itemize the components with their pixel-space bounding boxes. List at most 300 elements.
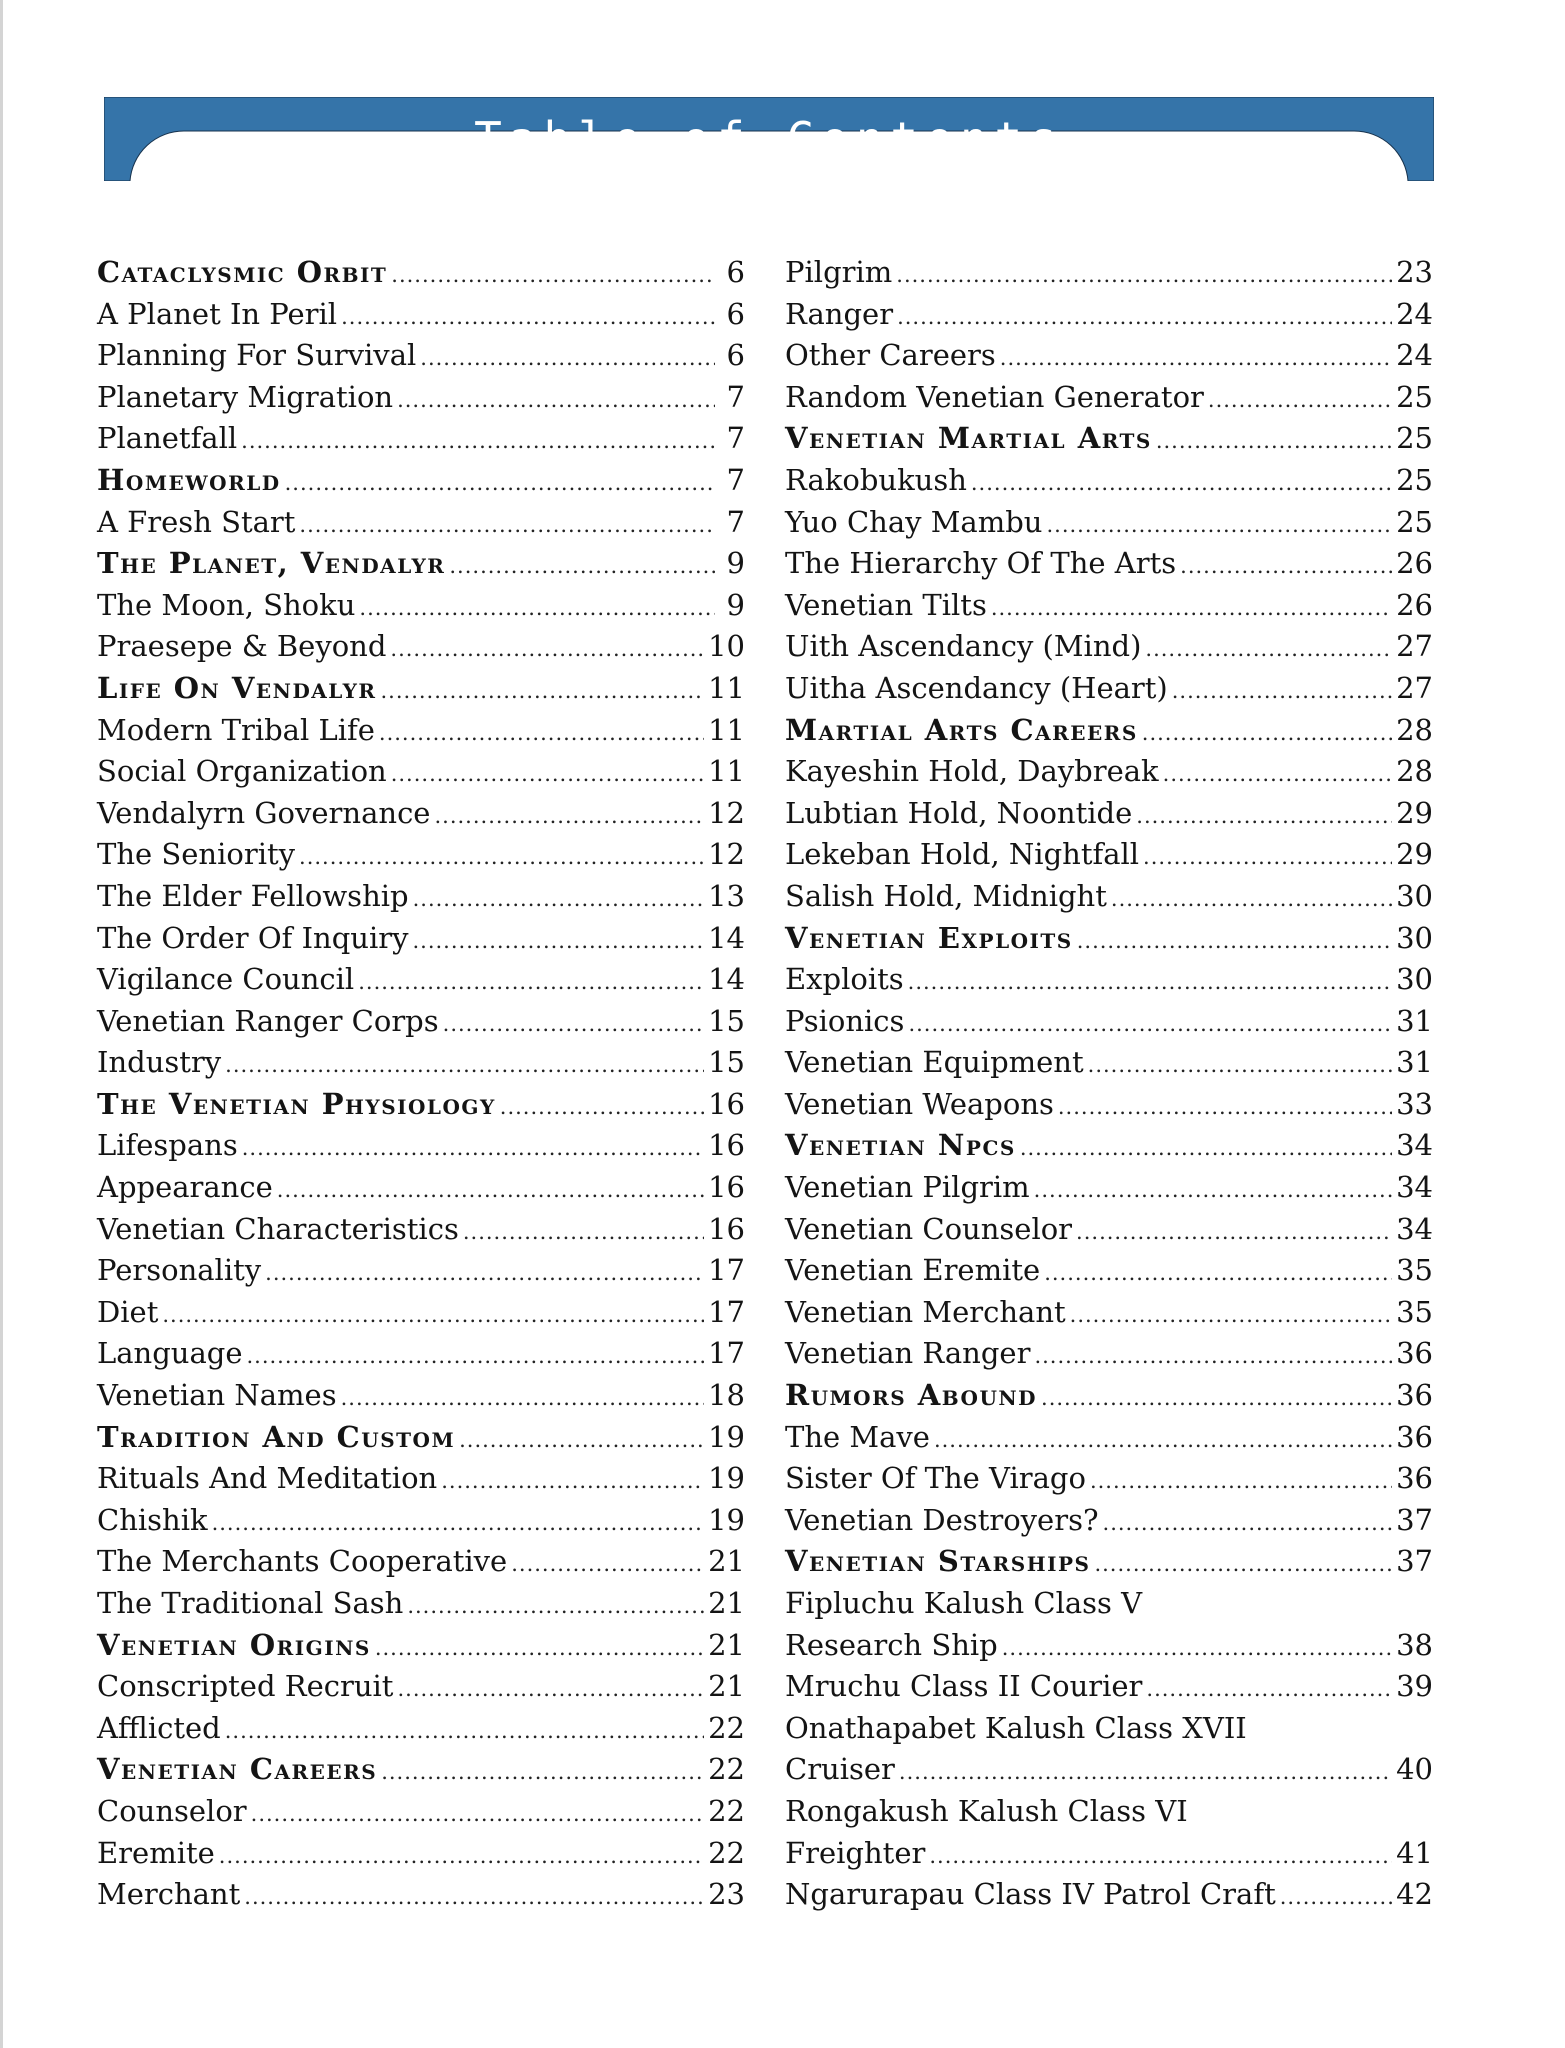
dot-leader — [1046, 505, 1392, 547]
toc-section-rumors-abound[interactable] — [785, 1375, 1433, 1417]
toc-entry-title: Venetian Pilgrim — [785, 1170, 1030, 1205]
toc-entry-title: The Order Of Inquiry — [97, 920, 409, 955]
toc-page-number: 31 — [1396, 1003, 1433, 1038]
dot-leader — [225, 1711, 704, 1753]
toc-page-number: 41 — [1396, 1835, 1433, 1870]
toc-entry-venetian-equipment[interactable] — [785, 1042, 1433, 1084]
toc-entry-title: Pilgrim — [785, 255, 893, 289]
page-title: Table of Contents — [474, 112, 1064, 166]
dot-leader — [459, 1420, 704, 1462]
toc-entry-title: Uitha Ascendancy (Heart) — [785, 670, 1168, 705]
dot-leader — [1002, 1628, 1392, 1670]
dot-leader — [1280, 1877, 1392, 1919]
dot-leader — [407, 1586, 704, 1628]
toc-entry-title: Vendalyrn Governance — [97, 795, 431, 830]
toc-page-number: 16 — [708, 1128, 745, 1163]
toc-entry-title: Personality — [97, 1253, 262, 1288]
toc-page-number: 40 — [1396, 1752, 1433, 1787]
toc-entry-chishik[interactable] — [97, 1500, 745, 1542]
toc-entry-title: The Merchants Cooperative — [97, 1544, 508, 1579]
dot-leader — [1076, 1212, 1392, 1254]
toc-entry-title: Planning For Survival — [97, 338, 417, 373]
toc-entry-title: Random Venetian Generator — [785, 379, 1204, 414]
toc-entry-venetian-eremite[interactable] — [785, 1250, 1433, 1292]
toc-page-number: 22 — [708, 1710, 745, 1745]
dot-leader — [897, 297, 1392, 339]
toc-section-venetian-careers[interactable] — [97, 1749, 745, 1791]
toc-entry-industry[interactable] — [97, 1042, 745, 1084]
toc-page-number: 33 — [1396, 1086, 1433, 1121]
toc-page-number: 16 — [708, 1170, 745, 1205]
toc-page-number: 25 — [1396, 379, 1433, 414]
dot-leader — [1094, 1544, 1392, 1586]
dot-leader — [420, 338, 715, 380]
toc-page-number: 35 — [1396, 1294, 1433, 1329]
toc-entry-the-seniority[interactable] — [97, 834, 745, 876]
toc-entry-title: Yuo Chay Mambu — [785, 504, 1043, 539]
toc-entry-venetian-tilts[interactable] — [785, 585, 1433, 627]
toc-entry-kayeshin-hold-daybreak[interactable] — [785, 751, 1433, 793]
toc-entry-title: Chishik — [97, 1502, 208, 1537]
toc-entry-venetian-ranger[interactable] — [785, 1333, 1433, 1375]
dot-leader — [1142, 713, 1392, 755]
toc-entry-modern-tribal-life[interactable] — [97, 710, 745, 752]
toc-page-number: 29 — [1396, 837, 1433, 872]
toc-page-number: 29 — [1396, 795, 1433, 830]
toc-entry-title: Mruchu Class II Courier — [785, 1669, 1143, 1704]
toc-entry-title: The Hierarchy Of The Arts — [785, 546, 1177, 581]
toc-section-venetian-martial-arts[interactable] — [785, 418, 1433, 460]
toc-page-number: 26 — [1396, 546, 1433, 581]
toc-entry-title: Rongakush Kalush Class VI — [785, 1793, 1188, 1828]
toc-page-number: 30 — [1396, 962, 1433, 997]
toc-entry-title: The Elder Fellowship — [97, 878, 409, 913]
toc-page-number: 27 — [1396, 670, 1433, 705]
toc-page-number: 10 — [708, 629, 745, 664]
toc-page-number: 24 — [1396, 296, 1433, 331]
toc-entry-title: Onathapabet Kalush Class XVII — [785, 1710, 1247, 1745]
toc-entry-title: The Planet, Vendalyr — [97, 546, 446, 581]
toc-entry-diet[interactable] — [97, 1292, 745, 1334]
dot-leader — [1143, 837, 1392, 879]
toc-entry-title: Research Ship — [785, 1627, 998, 1662]
dot-leader — [1103, 1503, 1393, 1545]
toc-page-number: 35 — [1396, 1253, 1433, 1288]
toc-entry-lubtian-hold-noontide[interactable] — [785, 793, 1433, 835]
dot-leader — [412, 921, 704, 963]
toc-entry-title: Lekeban Hold, Nightfall — [785, 837, 1140, 872]
toc-page-number: 11 — [708, 712, 745, 747]
toc-section-cataclysmic-orbit[interactable] — [97, 252, 745, 294]
toc-section-martial-arts-careers[interactable] — [785, 710, 1433, 752]
toc-entry-title: Venetian Characteristics — [97, 1211, 459, 1246]
toc-entry-vendalyrn-governance[interactable] — [97, 793, 745, 835]
dot-leader — [241, 421, 715, 463]
dot-leader — [500, 1087, 704, 1129]
toc-entry-title: Venetian Ranger Corps — [97, 1003, 439, 1038]
dot-leader — [1090, 1461, 1392, 1503]
toc-page-number: 39 — [1396, 1669, 1433, 1704]
dot-leader — [390, 629, 704, 671]
toc-entry-counselor[interactable] — [97, 1791, 745, 1833]
toc-page-number: 22 — [708, 1752, 745, 1787]
toc-entry-freighter[interactable] — [785, 1833, 1433, 1875]
toc-entry-planetfall[interactable] — [97, 418, 745, 460]
toc-entry-title: Other Careers — [785, 338, 996, 373]
toc-page-number: 15 — [708, 1003, 745, 1038]
toc-entry-exploits[interactable] — [785, 959, 1433, 1001]
dot-leader — [381, 671, 705, 713]
toc-page-number: 21 — [708, 1669, 745, 1704]
toc-entry-yuo-chay-mambu[interactable] — [785, 502, 1433, 544]
toc-entry-the-elder-fellowship[interactable] — [97, 876, 745, 918]
dot-leader — [511, 1544, 704, 1586]
toc-entry-personality[interactable] — [97, 1250, 745, 1292]
toc-entry-title: Ranger — [785, 296, 894, 331]
toc-entry-the-moon-shoku[interactable] — [97, 585, 745, 627]
toc-entry-venetian-merchant[interactable] — [785, 1292, 1433, 1334]
toc-entry-title: Venetian Names — [97, 1378, 337, 1413]
dot-leader — [971, 463, 1392, 505]
toc-entry-title: Planetfall — [97, 421, 238, 456]
toc-entry-title: Freighter — [785, 1835, 926, 1870]
toc-page-number: 17 — [708, 1253, 745, 1288]
toc-entry-the-hierarchy-of-the-arts[interactable] — [785, 543, 1433, 585]
dot-leader — [929, 1836, 1392, 1878]
toc-page-number: 34 — [1396, 1170, 1433, 1205]
toc-entry-title: Kayeshin Hold, Daybreak — [785, 754, 1159, 789]
toc-entry-a-planet-in-peril[interactable] — [97, 294, 745, 336]
toc-entry-title: Sister Of The Virago — [785, 1461, 1086, 1496]
toc-entry-title: Fipluchu Kalush Class V — [785, 1586, 1143, 1620]
toc-page-number: 34 — [1396, 1211, 1433, 1246]
toc-entry-mruchu-class-ii-courier[interactable] — [785, 1666, 1433, 1708]
toc-entry-rakobukush[interactable] — [785, 460, 1433, 502]
toc-section-venetian-origins[interactable] — [97, 1625, 745, 1667]
toc-entry-title: Venetian Starships — [785, 1544, 1091, 1579]
toc-entry-fipluchu-kalush-class-v[interactable] — [785, 1583, 1433, 1625]
toc-page-number: 7 — [726, 504, 745, 539]
dot-leader — [1146, 1669, 1392, 1711]
toc-entry-title: Language — [97, 1336, 243, 1371]
toc-entry-uith-ascendancy-mind[interactable] — [785, 626, 1433, 668]
toc-entry-title: The Mave — [785, 1419, 930, 1454]
toc-page-number: 30 — [1396, 920, 1433, 955]
toc-entry-conscripted-recruit[interactable] — [97, 1666, 745, 1708]
toc-entry-uitha-ascendancy-heart[interactable] — [785, 668, 1433, 710]
toc-entry-title: Exploits — [785, 962, 904, 997]
toc-page-number: 16 — [708, 1211, 745, 1246]
toc-page-number: 9 — [726, 587, 745, 622]
toc-entry-title: The Seniority — [97, 837, 296, 872]
toc-entry-title: Venetian Ranger — [785, 1336, 1031, 1371]
dot-leader — [244, 1877, 704, 1919]
toc-entry-the-merchants-cooperative[interactable] — [97, 1541, 745, 1583]
toc-entry-title: Conscripted Recruit — [97, 1669, 394, 1704]
dot-leader — [1136, 796, 1392, 838]
toc-entry-title: Venetian Destroyers? — [785, 1502, 1099, 1537]
toc-page-number: 27 — [1396, 629, 1433, 664]
toc-page-number: 6 — [726, 255, 745, 289]
toc-entry-title: Industry — [97, 1045, 222, 1080]
toc-entry-title: Eremite — [97, 1835, 215, 1870]
toc-entry-title: Appearance — [97, 1170, 273, 1205]
toc-section-tradition-and-custom[interactable] — [97, 1417, 745, 1459]
toc-page-number: 13 — [708, 878, 745, 913]
toc-entry-title: Venetian Eremite — [785, 1253, 1041, 1288]
toc-entry-a-fresh-start[interactable] — [97, 502, 745, 544]
toc-entry-title: Homeworld — [97, 462, 281, 497]
toc-page-number: 19 — [708, 1461, 745, 1496]
toc-entry-merchant[interactable] — [97, 1874, 745, 1916]
toc-entry-title: The Venetian Physiology — [97, 1086, 496, 1121]
dot-leader — [1145, 629, 1392, 671]
toc-entry-planning-for-survival[interactable] — [97, 335, 745, 377]
toc-entry-cruiser[interactable] — [785, 1749, 1433, 1791]
dot-leader — [379, 713, 704, 755]
dot-leader — [1044, 1253, 1392, 1295]
toc-entry-onathapabet-kalush-class-xvii[interactable] — [785, 1708, 1433, 1750]
toc-entry-random-venetian-generator[interactable] — [785, 377, 1433, 419]
toc-entry-venetian-characteristics[interactable] — [97, 1209, 745, 1251]
toc-entry-title: Venetian Merchant — [785, 1294, 1066, 1329]
toc-page-number: 14 — [708, 920, 745, 955]
toc-entry-title: Salish Hold, Midnight — [785, 878, 1107, 913]
toc-entry-other-careers[interactable] — [785, 335, 1433, 377]
toc-page-number: 21 — [708, 1586, 745, 1620]
toc-section-the-planet-vendalyr[interactable] — [97, 543, 745, 585]
toc-page-number: 11 — [708, 754, 745, 789]
dot-leader — [1088, 1045, 1392, 1087]
toc-entry-venetian-ranger-corps[interactable] — [97, 1001, 745, 1043]
toc-entry-eremite[interactable] — [97, 1833, 745, 1875]
dot-leader — [1172, 671, 1392, 713]
toc-page-number: 7 — [726, 379, 745, 414]
dot-leader — [251, 1794, 704, 1836]
toc-page-number: 22 — [708, 1835, 745, 1870]
toc-entry-the-order-of-inquiry[interactable] — [97, 918, 745, 960]
toc-page-number: 37 — [1396, 1502, 1433, 1537]
dot-leader — [413, 879, 705, 921]
toc-entry-appearance[interactable] — [97, 1167, 745, 1209]
toc-entry-sister-of-the-virago[interactable] — [785, 1458, 1433, 1500]
dot-leader — [375, 1628, 704, 1670]
toc-page-number: 11 — [708, 670, 745, 705]
toc-page-number: 23 — [1396, 255, 1433, 289]
dot-leader — [1156, 421, 1392, 463]
toc-entry-lekeban-hold-nightfall[interactable] — [785, 834, 1433, 876]
toc-page-number: 17 — [708, 1294, 745, 1329]
toc-entry-title: Lifespans — [97, 1128, 238, 1163]
toc-entry-title: Venetian Exploits — [785, 920, 1073, 955]
page-edge — [0, 0, 3, 2048]
toc-page-number: 12 — [708, 837, 745, 872]
toc-entry-title: Rumors Abound — [785, 1378, 1038, 1413]
toc-entry-venetian-destroyers[interactable] — [785, 1500, 1433, 1542]
toc-entry-title: The Traditional Sash — [97, 1586, 404, 1620]
toc-entry-title: Counselor — [97, 1793, 247, 1828]
toc-entry-ngarurapau-class-iv-patrol-craft[interactable] — [785, 1874, 1433, 1916]
toc-page-number: 24 — [1396, 338, 1433, 373]
dot-leader — [341, 1378, 704, 1420]
dot-leader — [896, 255, 1392, 297]
dot-leader — [265, 1253, 704, 1295]
toc-entry-title: Tradition And Custom — [97, 1419, 456, 1454]
toc-page-number: 25 — [1396, 504, 1433, 539]
dot-leader — [277, 1170, 704, 1212]
toc-entry-title: Vigilance Council — [97, 962, 355, 997]
toc-column-left — [97, 252, 745, 1916]
toc-entry-title: Ngarurapau Class IV Patrol Craft — [785, 1877, 1276, 1912]
toc-entry-venetian-counselor[interactable] — [785, 1209, 1433, 1251]
toc-entry-title: Venetian Counselor — [785, 1211, 1073, 1246]
toc-entry-salish-hold-midnight[interactable] — [785, 876, 1433, 918]
toc-entry-title: Afflicted — [97, 1710, 221, 1745]
dot-leader — [1208, 380, 1392, 422]
toc-page-number: 21 — [708, 1544, 745, 1579]
dot-leader — [1034, 1336, 1392, 1378]
dot-leader — [391, 255, 715, 297]
toc-entry-pilgrim[interactable] — [785, 252, 1433, 294]
toc-section-homeworld[interactable] — [97, 460, 745, 502]
toc-entry-venetian-names[interactable] — [97, 1375, 745, 1417]
dot-leader — [1034, 1170, 1392, 1212]
toc-page-number: 28 — [1396, 712, 1433, 747]
dot-leader — [449, 546, 715, 588]
toc-section-venetian-npcs[interactable] — [785, 1125, 1433, 1167]
toc-entry-title: Merchant — [97, 1877, 241, 1912]
dot-leader — [246, 1336, 704, 1378]
toc-entry-title: Praesepe & Beyond — [97, 629, 387, 664]
toc-entry-lifespans[interactable] — [97, 1125, 745, 1167]
dot-leader — [1180, 546, 1392, 588]
toc-entry-venetian-weapons[interactable] — [785, 1084, 1433, 1126]
dot-leader — [341, 297, 715, 339]
dot-leader — [1041, 1378, 1392, 1420]
dot-leader — [225, 1045, 704, 1087]
toc-entry-praesepe-beyond[interactable] — [97, 626, 745, 668]
dot-leader — [434, 796, 704, 838]
toc-section-life-on-vendalyr[interactable] — [97, 668, 745, 710]
dot-leader — [381, 1752, 704, 1794]
toc-entry-the-mave[interactable] — [785, 1417, 1433, 1459]
toc-page-number: 7 — [726, 421, 745, 456]
toc-entry-vigilance-council[interactable] — [97, 959, 745, 1001]
dot-leader — [1000, 338, 1392, 380]
toc-entry-title: Uith Ascendancy (Mind) — [785, 629, 1142, 664]
dot-leader — [285, 463, 715, 505]
toc-entry-afflicted[interactable] — [97, 1708, 745, 1750]
toc-entry-rituals-and-meditation[interactable] — [97, 1458, 745, 1500]
toc-entry-title: Lubtian Hold, Noontide — [785, 795, 1133, 830]
dot-leader — [358, 962, 704, 1004]
dot-leader — [934, 1420, 1392, 1462]
title-banner — [104, 97, 1434, 181]
toc-entry-title: Modern Tribal Life — [97, 712, 375, 747]
dot-leader — [908, 962, 1392, 1004]
toc-page-number: 7 — [726, 462, 745, 497]
toc-page-number: 16 — [708, 1086, 745, 1121]
dot-leader — [1163, 754, 1392, 796]
toc-column-right — [785, 252, 1433, 1916]
toc-page-number: 19 — [708, 1502, 745, 1537]
toc-page-number: 26 — [1396, 587, 1433, 622]
toc-entry-title: Cruiser — [785, 1752, 895, 1787]
toc-entry-title: Martial Arts Careers — [785, 712, 1138, 747]
toc-entry-title: Psionics — [785, 1003, 905, 1038]
toc-page-number: 14 — [708, 962, 745, 997]
toc-entry-title: Rituals And Meditation — [97, 1461, 438, 1496]
toc-page-number: 31 — [1396, 1045, 1433, 1080]
toc-page-number: 36 — [1396, 1378, 1433, 1413]
toc-entry-title: Venetian Weapons — [785, 1086, 1054, 1121]
toc-entry-title: The Moon, Shoku — [97, 587, 356, 622]
toc-entry-the-traditional-sash[interactable] — [97, 1583, 745, 1625]
toc-entry-title: Life On Vendalyr — [97, 670, 377, 705]
toc-entry-psionics[interactable] — [785, 1001, 1433, 1043]
dot-leader — [299, 837, 704, 879]
dot-leader — [212, 1503, 705, 1545]
toc-page-number: 21 — [708, 1627, 745, 1662]
toc-entry-title: Rakobukush — [785, 462, 967, 497]
toc-page-number: 9 — [726, 546, 745, 581]
toc-page-number: 34 — [1396, 1128, 1433, 1163]
toc-entry-language[interactable] — [97, 1333, 745, 1375]
toc-entry-title: Venetian Origins — [97, 1627, 371, 1662]
toc-page-number: 17 — [708, 1336, 745, 1371]
toc-section-venetian-starships[interactable] — [785, 1541, 1433, 1583]
dot-leader — [1111, 879, 1392, 921]
toc-page-number: 19 — [708, 1419, 745, 1454]
toc-page-number: 42 — [1396, 1877, 1433, 1912]
toc-page-number: 25 — [1396, 462, 1433, 497]
dot-leader — [299, 505, 715, 547]
toc-page-number: 37 — [1396, 1544, 1433, 1579]
toc-entry-ranger[interactable] — [785, 294, 1433, 336]
toc-entry-title: Diet — [97, 1294, 159, 1329]
toc-section-venetian-exploits[interactable] — [785, 918, 1433, 960]
toc-entry-venetian-pilgrim[interactable] — [785, 1167, 1433, 1209]
toc-page-number: 6 — [726, 296, 745, 331]
toc-page-number: 28 — [1396, 754, 1433, 789]
toc-entry-title: Venetian Martial Arts — [785, 421, 1152, 456]
toc-page-number: 18 — [708, 1378, 745, 1413]
toc-page-number: 30 — [1396, 878, 1433, 913]
toc-section-the-venetian-physiology[interactable] — [97, 1084, 745, 1126]
dot-leader — [391, 754, 704, 796]
toc-page-number: 36 — [1396, 1461, 1433, 1496]
dot-leader — [219, 1836, 704, 1878]
toc-entry-social-organization[interactable] — [97, 751, 745, 793]
dot-leader — [908, 1004, 1392, 1046]
dot-leader — [162, 1295, 704, 1337]
toc-entry-title: Planetary Migration — [97, 379, 394, 414]
toc-page-number: 36 — [1396, 1336, 1433, 1371]
toc-entry-research-ship[interactable] — [785, 1625, 1433, 1667]
toc-entry-planetary-migration[interactable] — [97, 377, 745, 419]
toc-page-number: 23 — [708, 1877, 745, 1912]
toc-entry-title: Social Organization — [97, 754, 387, 789]
dot-leader — [359, 588, 715, 630]
toc-entry-rongakush-kalush-class-vi[interactable] — [785, 1791, 1433, 1833]
toc-page-number: 22 — [708, 1793, 745, 1828]
dot-leader — [397, 380, 715, 422]
dot-leader — [242, 1128, 704, 1170]
dot-leader — [1070, 1295, 1392, 1337]
dot-leader — [991, 588, 1392, 630]
dot-leader — [463, 1212, 704, 1254]
toc-entry-title: Venetian Equipment — [785, 1045, 1084, 1080]
